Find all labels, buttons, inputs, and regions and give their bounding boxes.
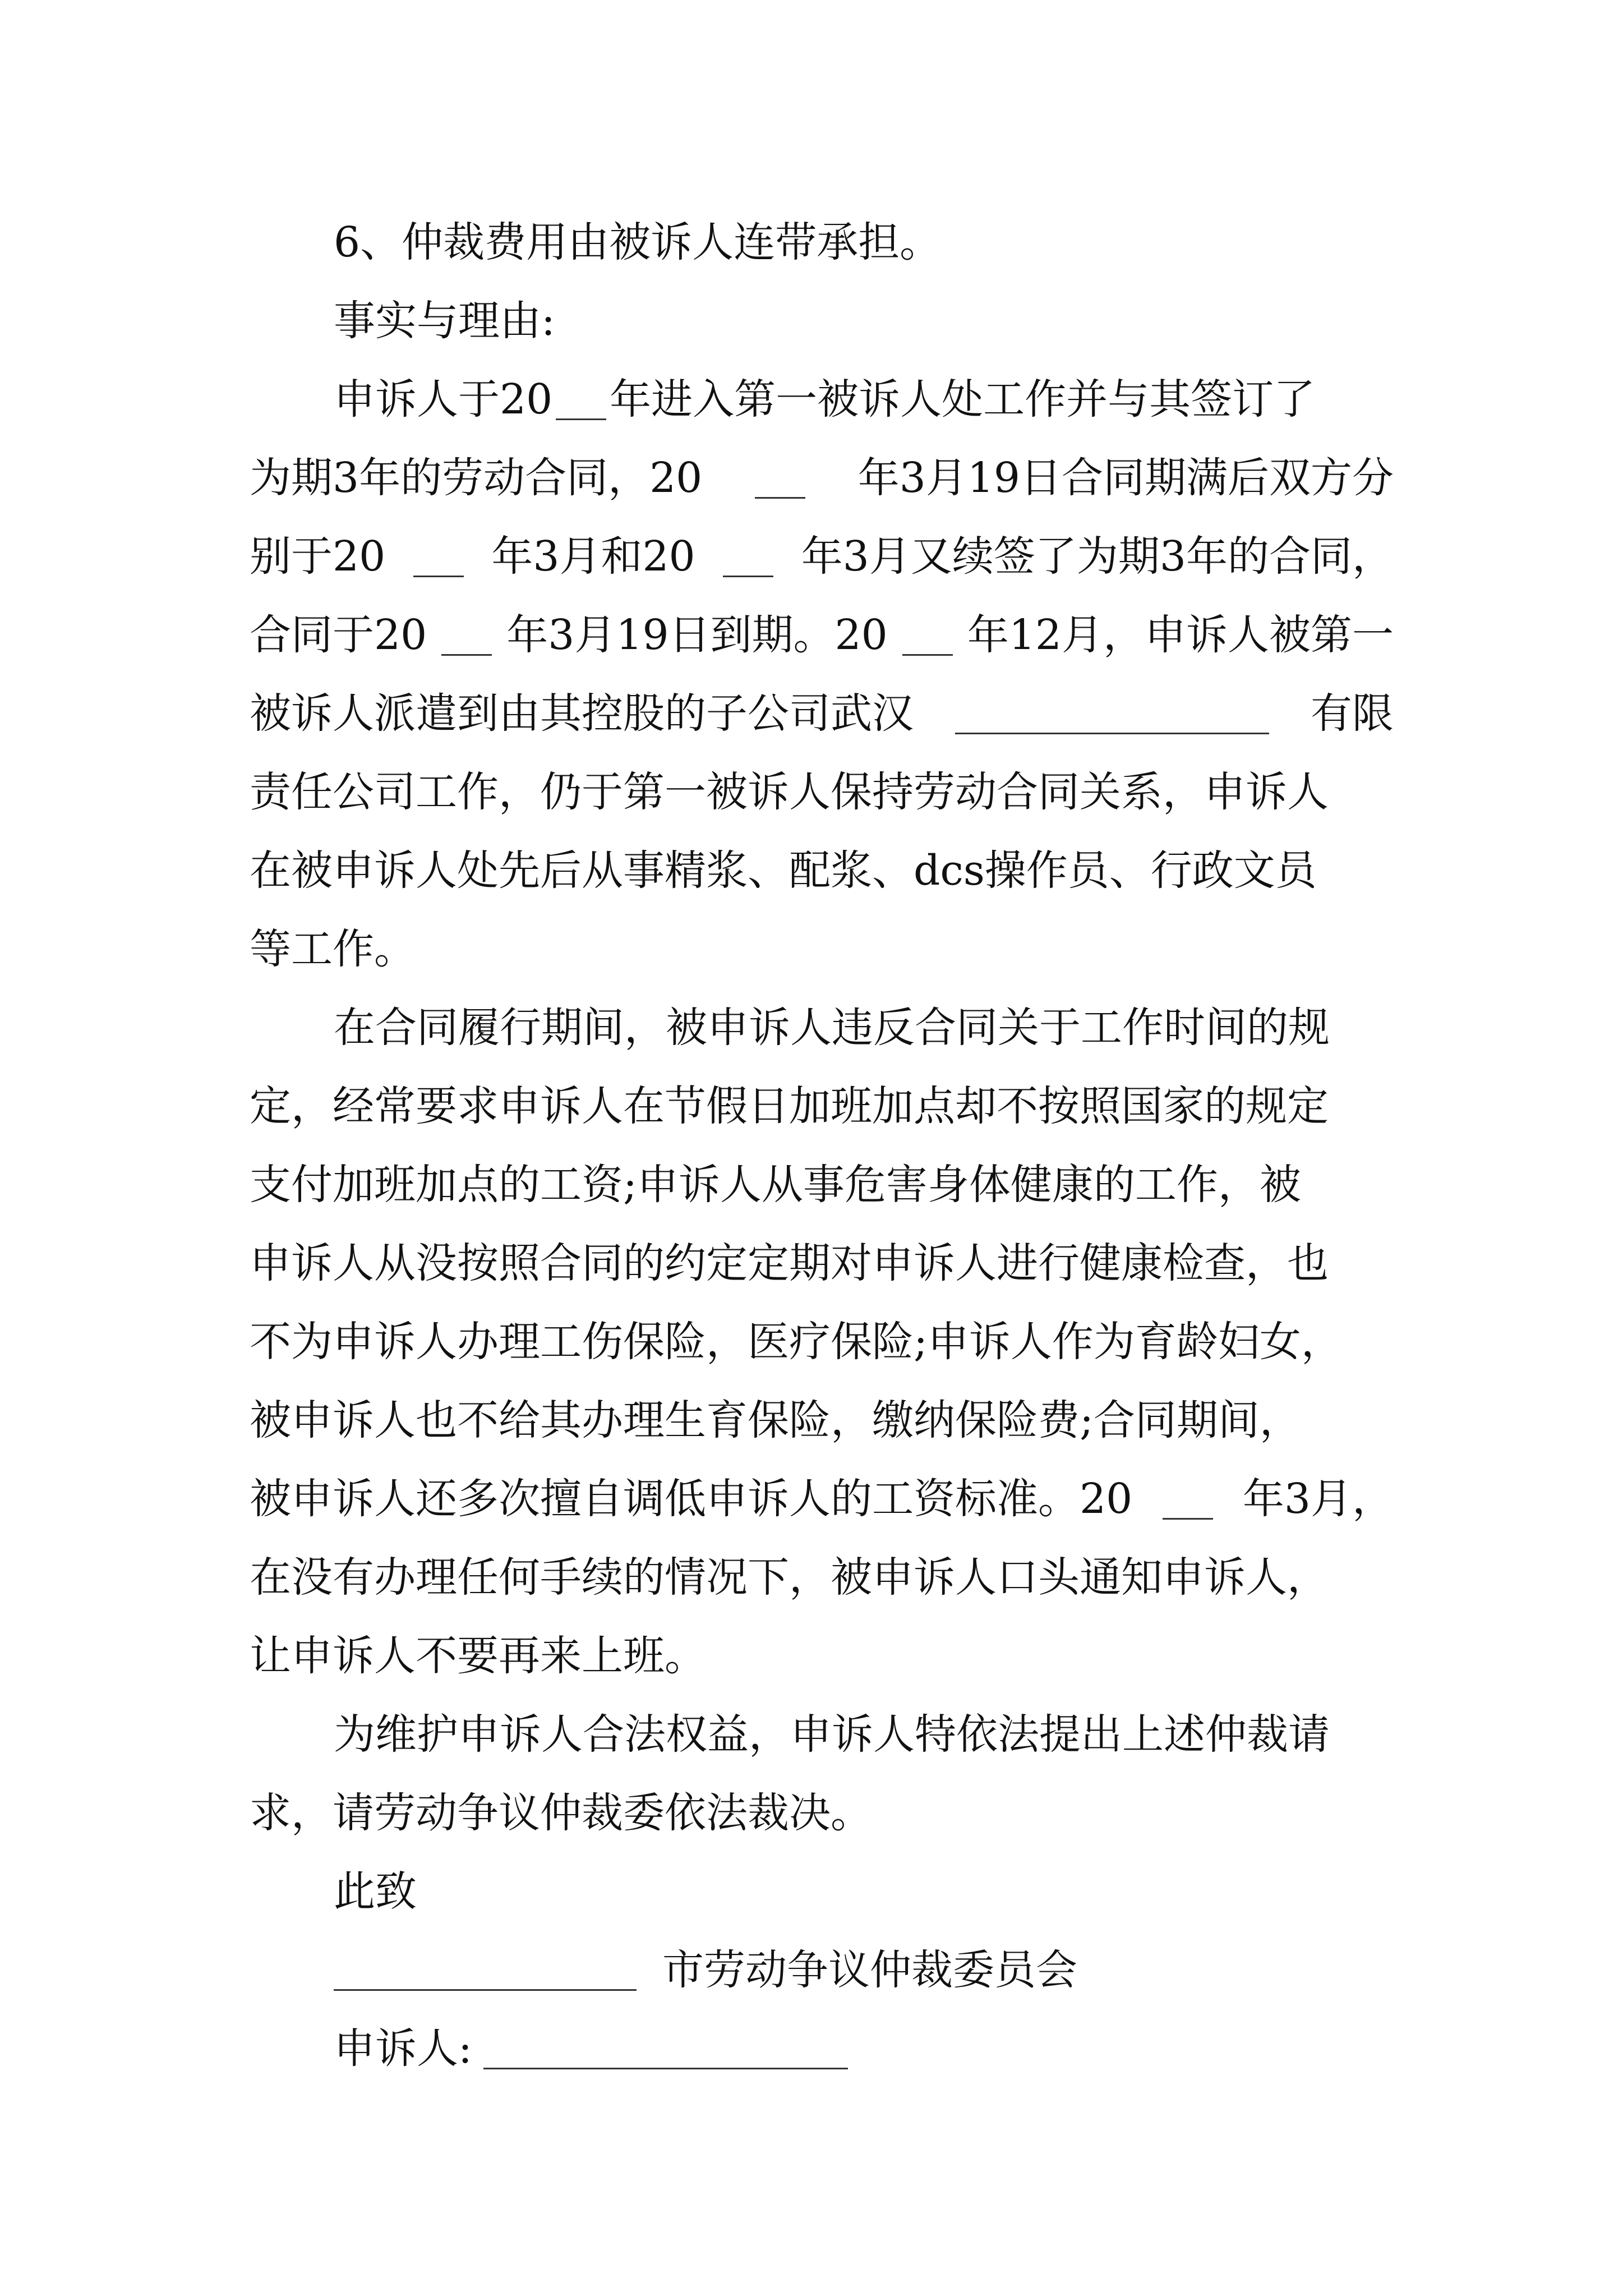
text-line: 在被申诉人处先后从事精浆、配浆、dcs操作员、行政文员 [250, 846, 1317, 895]
text-line: 为维护申诉人合法权益，申诉人特依法提出上述仲裁请 [334, 1710, 1330, 1759]
text-line: 年3月19日合同期满后双方分 [857, 454, 1394, 502]
applicant-signature [334, 2015, 1394, 2082]
applicant-name-blank [483, 2028, 848, 2069]
paragraph-line [250, 1465, 1394, 1533]
text-line: 被诉人派遣到由其控股的子公司武汉 [250, 689, 914, 738]
paragraph-line [250, 1387, 1394, 1454]
text-line: 市劳动争议仲裁委员会 [662, 1946, 1077, 1994]
paragraph-line [250, 1622, 1394, 1690]
text-line: 申诉人: [334, 2024, 472, 2073]
company-name-blank [955, 693, 1269, 734]
paragraph-line [250, 915, 1394, 983]
year-blank [413, 536, 464, 577]
paragraph-line [250, 523, 1394, 590]
paragraph-line [250, 1544, 1394, 1611]
paragraph-line [250, 601, 1394, 669]
text-line: 定，经常要求申诉人在节假日加班加点却不按照国家的规定 [250, 1082, 1329, 1130]
paragraph-line [250, 837, 1394, 904]
text-line: 合同于20 [250, 611, 427, 659]
addressee [334, 1936, 1394, 2004]
paragraph-line [334, 366, 1394, 433]
section-heading-facts [334, 287, 1394, 355]
text-line: 年12月，申诉人被第一 [967, 611, 1394, 659]
year-blank [556, 379, 606, 420]
paragraph-line [250, 1230, 1394, 1297]
text-line: 为期3年的劳动合同，20 [250, 454, 703, 502]
text-line: 求，请劳动争议仲裁委依法裁决。 [250, 1789, 872, 1837]
paragraph-line [334, 1701, 1394, 1768]
text-line: 年3月， [1242, 1475, 1394, 1523]
paragraph-line [250, 680, 1394, 747]
paragraph-line [334, 994, 1394, 1061]
text-line: 年3月和20 [491, 532, 695, 581]
text-line: 年3月又续签了为期3年的合同， [801, 532, 1394, 581]
text-line: 不为申诉人办理工伤保险，医疗保险;申诉人作为育龄妇女， [250, 1318, 1343, 1366]
paragraph-line [250, 1073, 1394, 1140]
year-blank [441, 615, 492, 656]
claim-item-6 [334, 209, 1394, 276]
paragraph-line [250, 1779, 1394, 1847]
text-line: 在合同履行期间，被申诉人违反合同关于工作时间的规 [334, 1004, 1330, 1052]
text-line: 申诉人从没按照合同的约定定期对申诉人进行健康检查，也 [250, 1239, 1329, 1287]
text-line: 被申诉人也不给其办理生育保险，缴纳保险费;合同期间， [250, 1396, 1301, 1444]
text-line: 此致 [334, 1867, 417, 1916]
paragraph-line [250, 1151, 1394, 1218]
text-line: 申诉人于20 [334, 375, 553, 424]
year-blank [723, 536, 773, 577]
paragraph-line [250, 1308, 1394, 1375]
text-line: 责任公司工作，仍于第一被诉人保持劳动合同关系，申诉人 [250, 768, 1329, 816]
year-blank [755, 458, 805, 499]
text-line: 年进入第一被诉人处工作并与其签订了 [610, 375, 1316, 424]
text-line: 年3月19日到期。20 [506, 611, 888, 659]
text-line: 让申诉人不要再来上班。 [250, 1632, 706, 1680]
text-line: 等工作。 [250, 925, 416, 973]
text-line: 被申诉人还多次擅自调低申诉人的工资标准。20 [250, 1475, 1133, 1523]
salutation [334, 1858, 1394, 1925]
year-blank [1163, 1479, 1213, 1520]
text-line: 支付加班加点的工资;申诉人从事危害身体健康的工作，被 [250, 1161, 1301, 1209]
city-name-blank [334, 1950, 637, 1991]
text-line: 6、仲裁费用由被诉人连带承担。 [334, 218, 942, 266]
text-line: 在没有办理任何手续的情况下，被申诉人口头通知申诉人， [250, 1553, 1329, 1602]
paragraph-line [250, 758, 1394, 826]
text-line: 事实与理由: [334, 297, 555, 345]
paragraph-line [250, 444, 1394, 512]
year-blank [902, 615, 953, 656]
text-line: 别于20 [250, 532, 386, 581]
text-line: 有限 [1311, 689, 1394, 738]
